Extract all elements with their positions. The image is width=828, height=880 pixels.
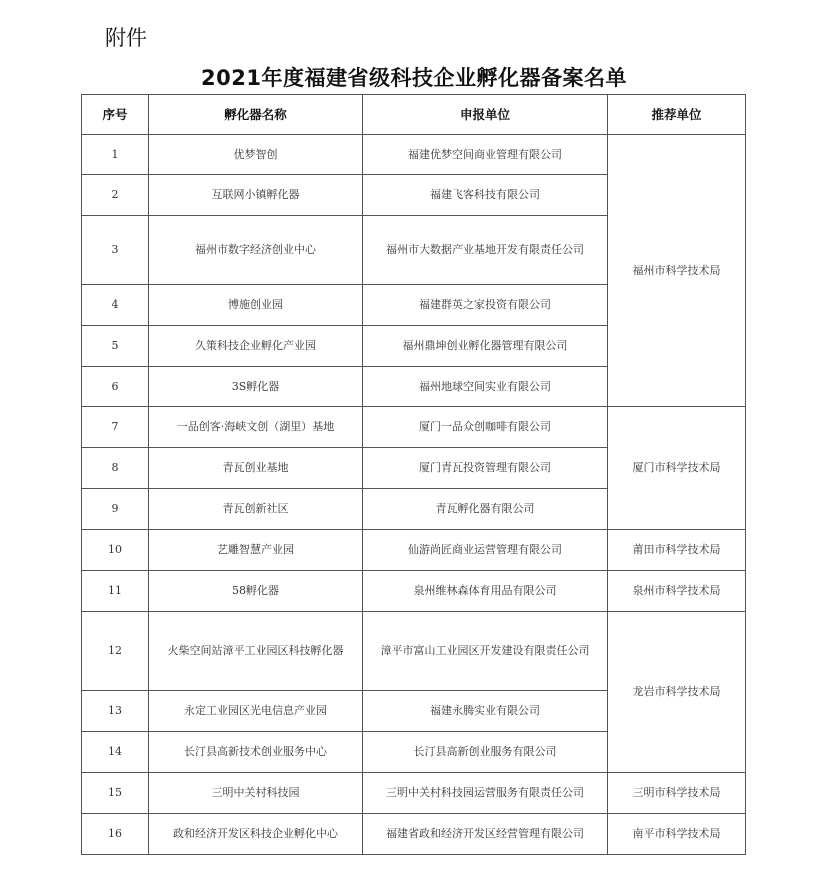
row-name: 3S孵化器: [149, 367, 363, 407]
row-name: 永定工业园区光电信息产业园: [149, 691, 363, 732]
row-no: 2: [82, 175, 149, 216]
row-no: 3: [82, 216, 149, 285]
table-row: [82, 530, 746, 571]
row-no: 14: [82, 732, 149, 773]
row-no: 5: [82, 326, 149, 367]
row-name: 58孵化器: [149, 571, 363, 612]
recommender-xiamen: 厦门市科学技术局: [608, 407, 746, 530]
table-row: [82, 773, 746, 814]
incubator-registry-table: [81, 94, 746, 855]
row-applicant: 福建群英之家投资有限公司: [363, 285, 608, 326]
row-applicant: 福建飞客科技有限公司: [363, 175, 608, 216]
table-row: [82, 407, 746, 448]
row-applicant: 三明中关村科技园运营服务有限责任公司: [363, 773, 608, 814]
row-no: 15: [82, 773, 149, 814]
row-applicant: 福州地球空间实业有限公司: [363, 367, 608, 407]
row-no: 12: [82, 612, 149, 691]
row-applicant: 福建省政和经济开发区经营管理有限公司: [363, 814, 608, 855]
recommender-sanming: 三明市科学技术局: [608, 773, 746, 814]
row-name: 政和经济开发区科技企业孵化中心: [149, 814, 363, 855]
row-name: 长汀县高新技术创业服务中心: [149, 732, 363, 773]
header-no: 序号: [82, 95, 149, 135]
row-applicant: 漳平市富山工业园区开发建设有限责任公司: [363, 612, 608, 691]
header-applicant: 申报单位: [363, 95, 608, 135]
row-applicant: 青瓦孵化器有限公司: [363, 489, 608, 530]
row-name: 福州市数字经济创业中心: [149, 216, 363, 285]
row-no: 6: [82, 367, 149, 407]
table-row: [82, 135, 746, 175]
row-no: 7: [82, 407, 149, 448]
table-row: [82, 571, 746, 612]
table-header-row: [82, 95, 746, 135]
row-applicant: 长汀县高新创业服务有限公司: [363, 732, 608, 773]
row-name: 博施创业园: [149, 285, 363, 326]
row-name: 火柴空间站漳平工业园区科技孵化器: [149, 612, 363, 691]
row-applicant: 厦门青瓦投资管理有限公司: [363, 448, 608, 489]
table-row: [82, 612, 746, 691]
row-name: 青瓦创业基地: [149, 448, 363, 489]
row-name: 优梦智创: [149, 135, 363, 175]
row-applicant: 福州鼎坤创业孵化器管理有限公司: [363, 326, 608, 367]
recommender-nanping: 南平市科学技术局: [608, 814, 746, 855]
recommender-longyan: 龙岩市科学技术局: [608, 612, 746, 773]
row-no: 13: [82, 691, 149, 732]
attachment-label: 附件: [105, 26, 147, 50]
row-no: 8: [82, 448, 149, 489]
row-applicant: 福州市大数据产业基地开发有限责任公司: [363, 216, 608, 285]
header-recommender: 推荐单位: [608, 95, 746, 135]
recommender-putian: 莆田市科学技术局: [608, 530, 746, 571]
row-name: 艺雕智慧产业园: [149, 530, 363, 571]
row-no: 9: [82, 489, 149, 530]
row-name: 互联网小镇孵化器: [149, 175, 363, 216]
row-applicant: 福建永腾实业有限公司: [363, 691, 608, 732]
row-applicant: 福建优梦空间商业管理有限公司: [363, 135, 608, 175]
header-name: 孵化器名称: [149, 95, 363, 135]
row-applicant: 仙游尚匠商业运营管理有限公司: [363, 530, 608, 571]
row-name: 久策科技企业孵化产业园: [149, 326, 363, 367]
table-row: [82, 814, 746, 855]
row-name: 青瓦创新社区: [149, 489, 363, 530]
row-no: 10: [82, 530, 149, 571]
row-applicant: 泉州维林森体育用品有限公司: [363, 571, 608, 612]
recommender-quanzhou: 泉州市科学技术局: [608, 571, 746, 612]
row-no: 4: [82, 285, 149, 326]
row-applicant: 厦门一品众创咖啡有限公司: [363, 407, 608, 448]
document-title: 2021年度福建省级科技企业孵化器备案名单: [201, 66, 627, 90]
recommender-fuzhou: 福州市科学技术局: [608, 135, 746, 407]
row-name: 三明中关村科技园: [149, 773, 363, 814]
row-no: 1: [82, 135, 149, 175]
row-name: 一品创客·海峡文创（湖里）基地: [149, 407, 363, 448]
row-no: 11: [82, 571, 149, 612]
row-no: 16: [82, 814, 149, 855]
